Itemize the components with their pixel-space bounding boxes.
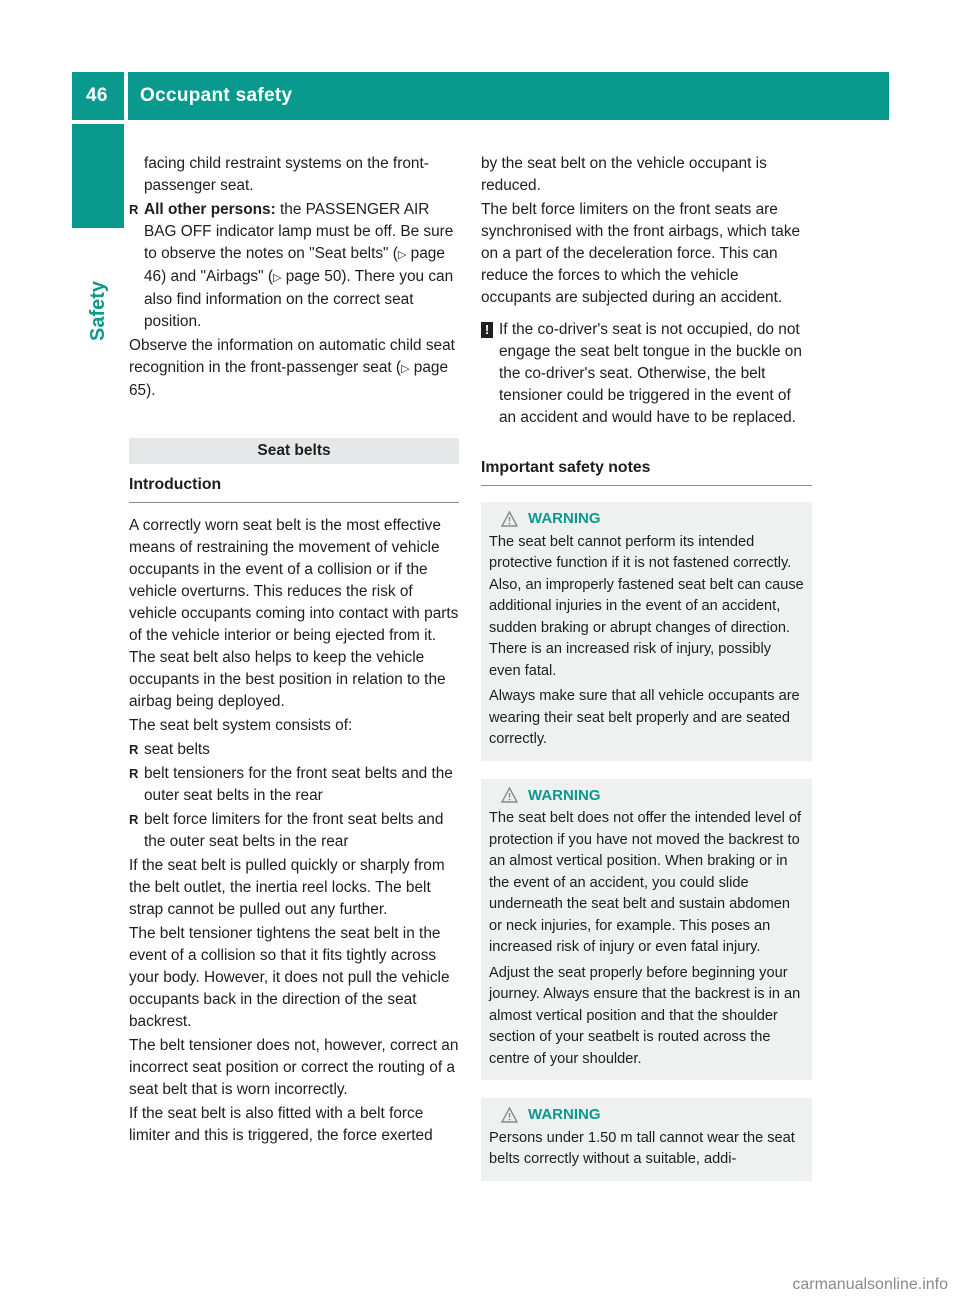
warning-triangle-icon <box>501 787 518 803</box>
paragraph: If the seat belt is also fitted with a belt force limiter and this is triggered, the force exerted <box>129 1105 433 1144</box>
bullet-label: All other persons: <box>144 201 276 218</box>
warning-triangle-icon <box>501 511 518 527</box>
header-page-box <box>72 72 124 120</box>
warning-text: The seat belt does not offer the intended level of protection if you have not moved the backrest to an almost vertical position. When braking or in the event of an accident, you could slide underneath the seat belt and sustain abdomen or neck injuries, for example. This poses an increased risk of injury or even fatal injury. <box>489 810 802 955</box>
paragraph: The belt tensioner does not, however, correct an incorrect seat position or correct the routing of a seat belt that is worn incorrectly. <box>129 1037 459 1098</box>
section-title: Seat belts <box>129 438 459 464</box>
watermark: carmanualsonline.info <box>792 1276 948 1293</box>
right-column <box>481 153 812 1199</box>
warning-box <box>481 502 812 761</box>
bullet-marker: R <box>129 766 139 781</box>
page-reference-icon: ▷ <box>401 363 410 375</box>
bullet-marker: R <box>129 202 139 217</box>
warning-label: WARNING <box>528 786 601 804</box>
page-number: 46 <box>86 85 108 106</box>
list-item: R belt force limiters for the front seat belts and the outer seat belts in the rear <box>129 811 444 850</box>
list-item: R belt tensioners for the front seat belts and the outer seat belts in the rear <box>129 765 453 804</box>
paragraph: facing child restraint systems on the front-passenger seat. <box>144 155 429 194</box>
subheading: Important safety notes <box>481 443 812 486</box>
sidebar-tab <box>72 124 124 228</box>
paragraph: by the seat belt on the vehicle occupant is reduced. <box>481 155 767 194</box>
warning-advice: Adjust the seat properly before beginning your journey. Always ensure that the backrest is in an almost vertical position and that the shoulder section of your seatbelt is routed across the centre of your shoulder. <box>489 964 801 1067</box>
page-reference-icon: ▷ <box>397 249 407 261</box>
paragraph: A correctly worn seat belt is the most effective means of restraining the movement of vehicle occupants in the event of a collision or if the vehicle overturns. This reduces the risk of vehicle occupants coming into contact with parts of the vehicle interior or being ejected from it. The seat belt also helps to keep the vehicle occupants in the best position in relation to the airbag being deployed. <box>129 517 459 710</box>
paragraph: The belt force limiters on the front seats are synchronised with the front airbags, which take on a part of the deceleration force. This can reduce the forces to which the vehicle occupants are subjected during an accident. <box>481 201 801 306</box>
warning-box <box>481 779 812 1081</box>
warning-advice: Always make sure that all vehicle occupants are wearing their seat belt properly and are seated correctly. <box>489 688 800 747</box>
subheading: Introduction <box>129 464 459 503</box>
caution-note: ! If the co-driver's seat is not occupied, do not engage the seat belt tongue in the buckle on the co-driver's seat. Otherwise, the belt tensioner could be triggered in the event of an accident and would have to be replaced. <box>481 319 812 429</box>
warning-label: WARNING <box>528 1106 601 1123</box>
warning-text: The seat belt cannot perform its intended protective function if it is not fastened correctly. Also, an improperly fastened seat belt can cause additional injuries in the event of an accident, sudden braking or abrupt changes of direction. There is an increased risk of injury, possibly even fatal. <box>489 533 804 679</box>
paragraph: Observe the information on automatic child seat recognition in the front-passenger seat (▷ page 65). <box>129 337 455 399</box>
paragraph: The belt tensioner tightens the seat belt in the event of a collision so that it fits tightly across your body. However, it does not pull the vehicle occupants back in the direction of the seat backrest. <box>129 925 450 1030</box>
warning-triangle-icon <box>501 1107 518 1123</box>
bullet-marker: R <box>129 742 139 757</box>
warning-box <box>481 1098 812 1181</box>
paragraph: If the seat belt is pulled quickly or sharply from the belt outlet, the inertia reel locks. The belt strap cannot be pulled out any further. <box>129 857 445 918</box>
header-title-bar <box>128 72 889 120</box>
exclamation-icon: ! <box>481 322 493 338</box>
bullet-marker: R <box>129 812 139 827</box>
sidebar-section-label: Safety <box>87 280 109 341</box>
list-item: R seat belts <box>129 739 459 761</box>
list-item: R All other persons: the PASSENGER AIR BAG OFF indicator lamp must be off. Be sure to observe the notes on "Seat belts" (▷ page 46) and "Airbags" (▷ page 50). There you can also find information on the correct seat position. <box>129 201 454 330</box>
warning-text: Persons under 1.50 m tall cannot wear the seat belts correctly without a suitable, addi- <box>489 1129 795 1167</box>
paragraph: The seat belt system consists of: <box>129 717 353 734</box>
page-reference-icon: ▷ <box>273 272 282 284</box>
warning-label: WARNING <box>528 510 601 527</box>
left-column <box>129 153 459 1149</box>
page-title: Occupant safety <box>140 85 293 106</box>
